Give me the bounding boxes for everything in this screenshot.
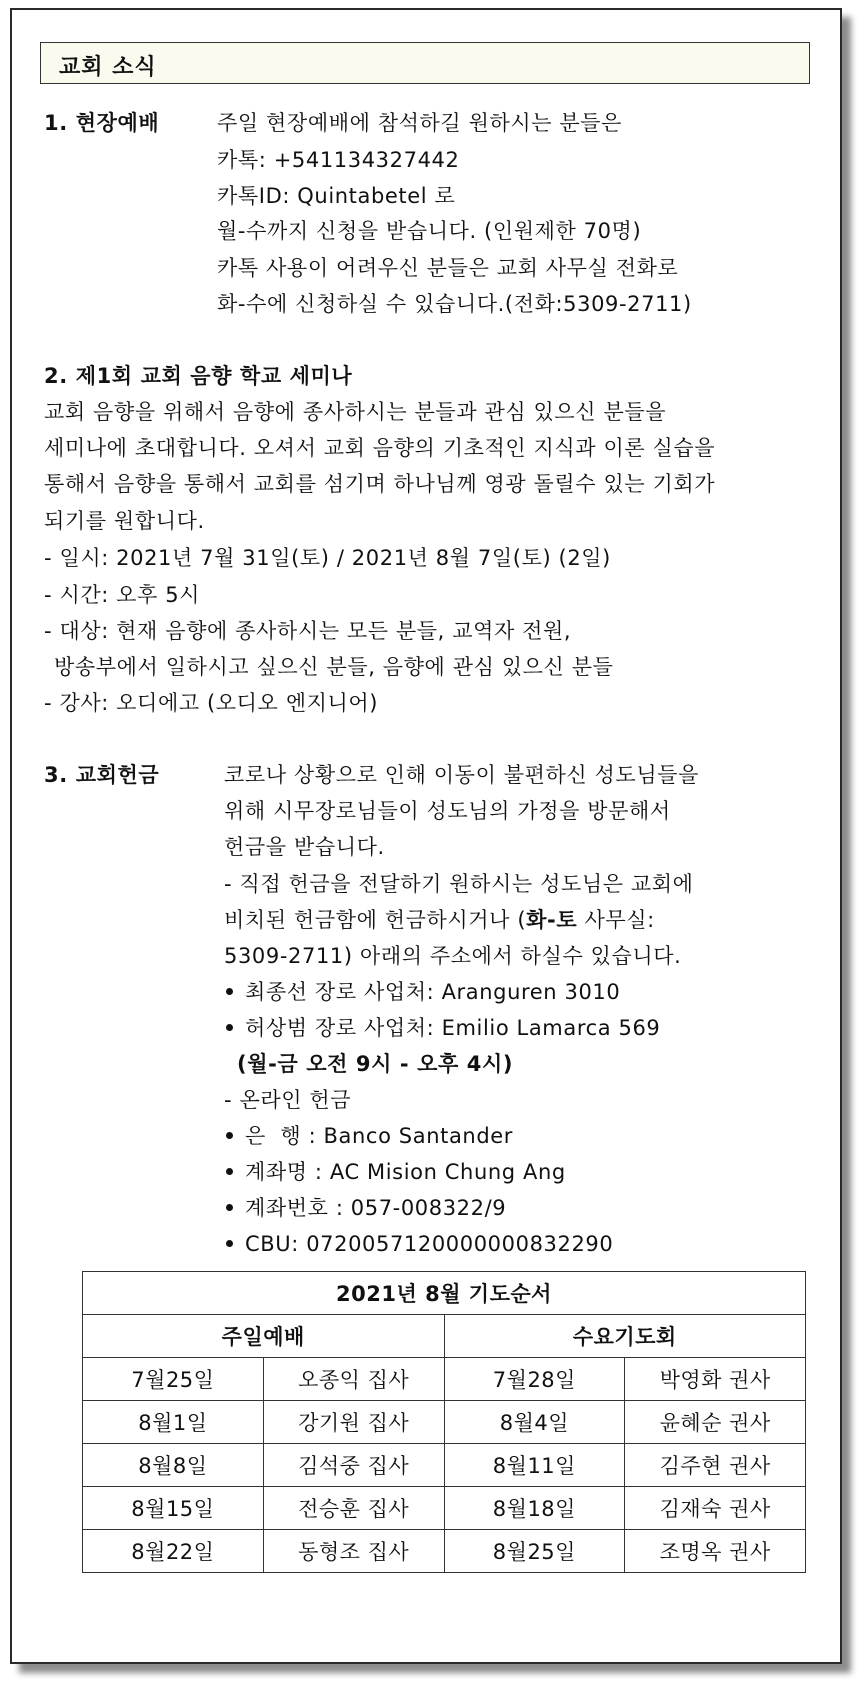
sunday-date: 7월25일	[83, 1358, 264, 1401]
wednesday-prayer-header: 수요기도회	[444, 1315, 806, 1358]
section2-line: 교회 음향을 위해서 음향에 종사하시는 분들과 관심 있으신 분들을	[44, 400, 667, 424]
wednesday-leader: 김재숙 권사	[625, 1487, 806, 1530]
wednesday-leader: 윤혜순 권사	[625, 1401, 806, 1444]
table-row	[83, 1487, 806, 1530]
bullet-icon	[226, 1024, 233, 1031]
section-title-box	[40, 42, 810, 84]
table-row	[83, 1530, 806, 1573]
wednesday-date: 8월11일	[444, 1444, 625, 1487]
section2-line: 세미나에 초대합니다. 오셔서 교회 음향의 기초적인 지식과 이론 실습을	[44, 436, 716, 460]
bullet-icon	[226, 1204, 233, 1211]
section1-line: 카톡 사용이 어려우신 분들은 교회 사무실 전화로	[217, 256, 679, 280]
table-row	[83, 1444, 806, 1487]
sunday-date: 8월1일	[83, 1401, 264, 1444]
bulletin-page	[10, 8, 842, 1664]
section2-heading: 2. 제1회 교회 음향 학교 세미나	[44, 364, 353, 388]
bullet-icon	[226, 1168, 233, 1175]
wednesday-leader: 박영화 권사	[625, 1358, 806, 1401]
table-row	[83, 1401, 806, 1444]
section1-line: 주일 현장예배에 참석하길 원하시는 분들은	[217, 111, 623, 135]
address-text: 허상범 장로 사업처: Emilio Lamarca 569	[245, 1016, 661, 1040]
section3-line: 코로나 상황으로 인해 이동이 불편하신 성도님들을	[224, 763, 699, 787]
page-title: 교회 소식	[59, 55, 157, 80]
wednesday-leader: 김주현 권사	[625, 1444, 806, 1487]
sunday-service-header: 주일예배	[83, 1315, 445, 1358]
section2-line: 되기를 원합니다.	[44, 509, 205, 533]
bullet-icon	[226, 1240, 233, 1247]
section3-line	[224, 910, 655, 931]
wednesday-date: 8월4일	[444, 1401, 625, 1444]
wednesday-date: 7월28일	[444, 1358, 625, 1401]
bullet-icon	[226, 988, 233, 995]
office-days-bold: 화-토	[526, 908, 578, 932]
sunday-leader: 전승훈 집사	[263, 1487, 444, 1530]
sunday-leader: 강기원 집사	[263, 1401, 444, 1444]
bank-text: 은 행 : Banco Santander	[245, 1124, 514, 1148]
section3-line-text: 사무실:	[577, 908, 655, 932]
wednesday-date: 8월25일	[444, 1530, 625, 1573]
online-offering-heading: - 온라인 헌금	[224, 1088, 352, 1112]
section2-speaker-line: - 강사: 오디에고 (오디오 엔지니어)	[44, 691, 379, 715]
section3-line: 헌금을 받습니다.	[224, 835, 385, 859]
section2-audience-line: 방송부에서 일하시고 싶으신 분들, 음향에 관심 있으신 분들	[54, 655, 614, 679]
sunday-leader: 동형조 집사	[263, 1530, 444, 1573]
cbu-text: CBU: 0720057120000000832290	[245, 1232, 614, 1256]
account-number-text: 계좌번호 : 057-008322/9	[245, 1196, 507, 1220]
section2-line: 통해서 음향을 통해서 교회를 섬기며 하나님께 영광 돌릴수 있는 기회가	[44, 472, 716, 496]
account-number-item	[224, 1198, 506, 1219]
prayer-schedule-table	[82, 1271, 806, 1573]
table-title: 2021년 8월 기도순서	[83, 1272, 806, 1315]
bank-item	[224, 1126, 513, 1147]
section2-time-line: - 시간: 오후 5시	[44, 583, 201, 607]
sunday-date: 8월15일	[83, 1487, 264, 1530]
sunday-leader: 김석중 집사	[263, 1444, 444, 1487]
table-row	[83, 1358, 806, 1401]
section3-line: 5309-2711) 아래의 주소에서 하실수 있습니다.	[224, 944, 682, 968]
section1-line: 화-수에 신청하실 수 있습니다.(전화:5309-2711)	[217, 292, 692, 316]
office-hours: (월-금 오전 9시 - 오후 4시)	[237, 1052, 514, 1076]
account-name-item	[224, 1162, 566, 1183]
section1-line: 월-수까지 신청을 받습니다. (인원제한 70명)	[217, 219, 642, 243]
section2-date-line: - 일시: 2021년 7월 31일(토) / 2021년 8월 7일(토) (2일)	[44, 546, 611, 570]
section1-line: 카톡ID: Quintabetel 로	[217, 184, 456, 208]
wednesday-date: 8월18일	[444, 1487, 625, 1530]
section1-line: 카톡: +541134327442	[217, 148, 460, 172]
address-text: 최종선 장로 사업처: Aranguren 3010	[245, 980, 621, 1004]
bullet-icon	[226, 1132, 233, 1139]
sunday-date: 8월8일	[83, 1444, 264, 1487]
section1-heading: 1. 현장예배	[44, 111, 160, 135]
section3-line: - 직접 헌금을 전달하기 원하시는 성도님은 교회에	[224, 872, 694, 896]
sunday-leader: 오종익 집사	[263, 1358, 444, 1401]
wednesday-leader: 조명옥 권사	[625, 1530, 806, 1573]
account-name-text: 계좌명 : AC Mision Chung Ang	[245, 1160, 566, 1184]
section2-audience-line: - 대상: 현재 음향에 종사하시는 모든 분들, 교역자 전원,	[44, 619, 572, 643]
address-item	[224, 982, 620, 1003]
section3-line-text: 비치된 헌금함에 헌금하시거나 (	[224, 908, 527, 932]
address-item	[224, 1018, 660, 1039]
section3-heading: 3. 교회헌금	[44, 763, 160, 787]
sunday-date: 8월22일	[83, 1530, 264, 1573]
section3-line: 위해 시무장로님들이 성도님의 가정을 방문해서	[224, 799, 671, 823]
cbu-item	[224, 1234, 613, 1255]
